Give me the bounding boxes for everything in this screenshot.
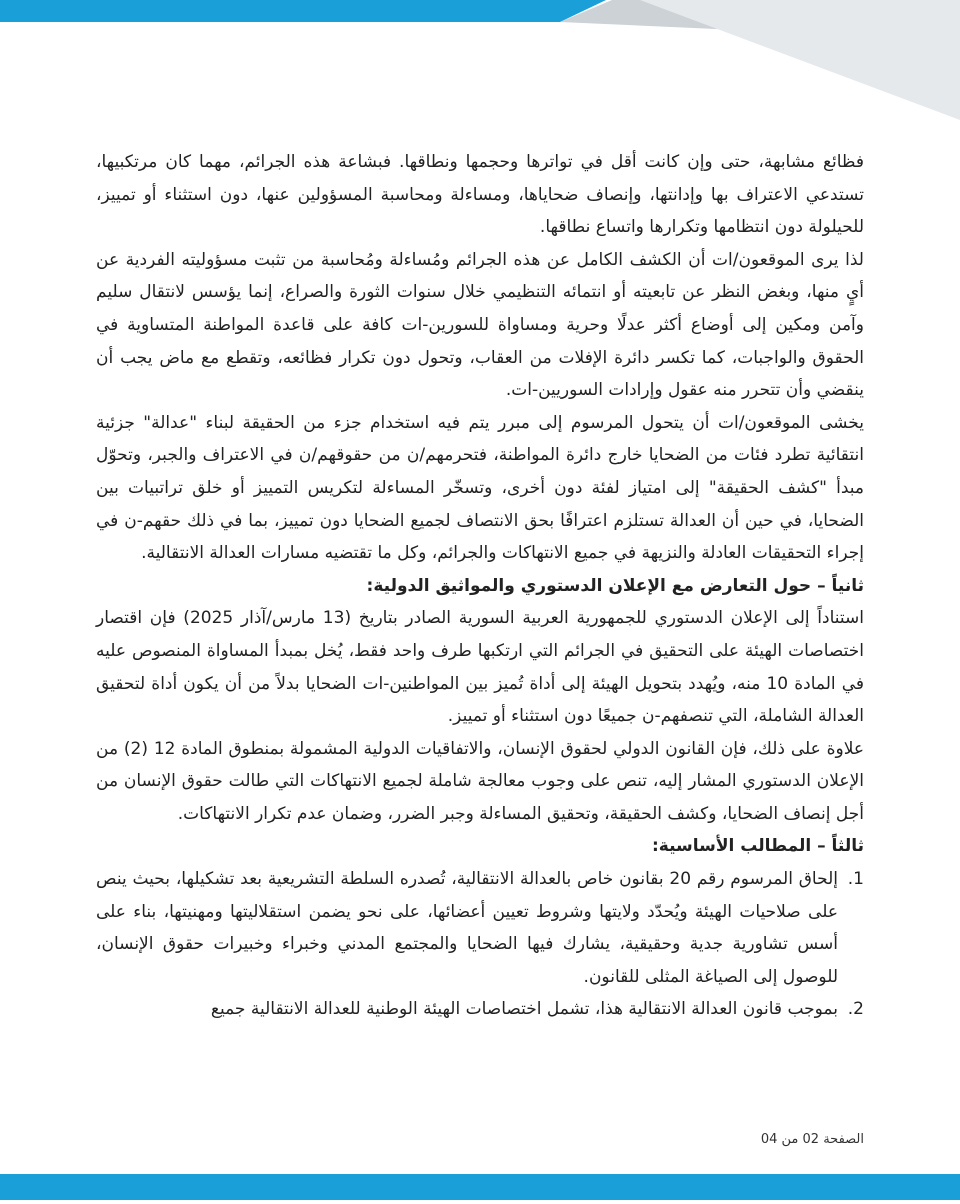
document-body [96,146,864,1026]
paragraph-selective-justice: يخشى الموقعون/ات أن يتحول المرسوم إلى مبرر يتم فيه استخدام جزء من الحقيقة لبناء "عدالة" جزئية انتقائية تطرد فئات من الضحايا خارج دائرة المواطنة، فتحرمهم/ن من حقوقهم/ن في الاعتراف والجبر، وتحوّل مبدأ "كشف الحقيقة" إلى امتياز لفئة دون أخرى، وتسخّر المساءلة لتكريس التمييز أو خلق تراتبيات بين الضحايا، في حين أن العدالة تستلزم اعترافًا بحق الانتصاف لجميع الضحايا دون تمييز، بما في ذلك حقهم-ن في إجراء التحقيقات العادلة والنزيهة في جميع الانتهاكات والجرائم، وكل ما تقتضيه مسارات العدالة الانتقالية. [96,412,864,564]
header-stripes [0,0,960,120]
page-number: الصفحة 02 من 04 [760,1132,864,1147]
footer-stripe [0,1174,960,1200]
paragraph-international-law: علاوة على ذلك، فإن القانون الدولي لحقوق الإنسان، والاتفاقيات الدولية المشمولة بمنطوق المادة 12 (2) من الإعلان الدستوري المشار إليه، تنص على وجوب معالجة شاملة لجميع الانتهاكات التي طالت حقوق الإنسان من أجل إنصاف الضحايا، وكشف الحقيقة، وتحقيق المساءلة وجبر الضرر، وضمان عدم تكرار الانتهاكات. [96,738,864,824]
list-item: بموجب قانون العدالة الانتقالية هذا، تشمل اختصاصات الهيئة الوطنية للعدالة الانتقالية جميع [210,999,838,1020]
section-heading-second: ثانياً – حول التعارض مع الإعلان الدستوري والمواثيق الدولية: [366,575,864,596]
section-heading-third: ثالثاً – المطالب الأساسية: [651,836,864,857]
header-blue-stripe [0,0,606,22]
footer-bar [0,1174,960,1200]
header-light-shape [640,0,960,120]
paragraph-atrocities: فظائع مشابهة، حتى وإن كانت أقل في تواترها وحجمها ونطاقها. فبشاعة هذه الجرائم، مهما كان مرتكبيها، تستدعي الاعتراف بها وإدانتها، وإنصاف ضحاياها، ومساءلة ومحاسبة المسؤولين عنها، دون استثناء أو تمييز، للحيلولة دون انتظامها وتكرارها واتساع نطاقها. [96,152,864,238]
paragraph-constitutional-declaration: استناداً إلى الإعلان الدستوري للجمهورية العربية السورية الصادر بتاريخ (13 مارس/آذار 2025) فإن اقتصار اختصاصات الهيئة على التحقيق في الجرائم التي ارتكبها طرف واحد فقط، يُخل بمبدأ المساواة المنصوص عليه في المادة 10 منه، ويُهدد بتحويل الهيئة إلى أداة تُميز بين المواطنين-ات الضحايا بدلاً من أن يكون أداة لتحقيق العدالة الشاملة، التي تنصفهم-ن جميعًا دون استثناء أو تمييز. [96,608,865,727]
footer-blue-stripe [0,1174,960,1200]
list-item: إلحاق المرسوم رقم 20 بقانون خاص بالعدالة الانتقالية، تُصدره السلطة التشريعية بعد تشكيلها، بحيث ينص على صلاحيات الهيئة ويُحدّد ولايتها وشروط تعيين أعضائها، على نحو يضمن استقلاليتها ومهنيتها، بناء على أسس تشاورية جدية وحقيقية، يشارك فيها الضحايا والمجتمع المدني وخبراء وخبيرات حقوق الإنسان، للوصول إلى الصياغة المثلى للقانون. [96,869,838,987]
demands-list [96,863,864,1026]
header-decoration [0,0,960,120]
paragraph-accountability: لذا يرى الموقعون/ات أن الكشف الكامل عن هذه الجرائم ومُساءلة ومُحاسبة من تثبت مسؤوليته الفردية عن أيٍ منها، وبغض النظر عن تابعيته أو انتمائه التنظيمي خلال سنوات الثورة والصراع، إنما يؤسس لانتقال سليم وآمن ومكين إلى أوضاع أكثر عدلًا وحرية ومساواة للسورين-ات كافة على قاعدة المواطنة المتساوية في الحقوق والواجبات، كما تكسر دائرة الإفلات من العقاب، وتحول دون تكرار فظائعه، وتقطع مع ماض يجب أن ينقضي وأن تتحرر منه عقول وإرادات السوريين-ات. [96,249,864,401]
